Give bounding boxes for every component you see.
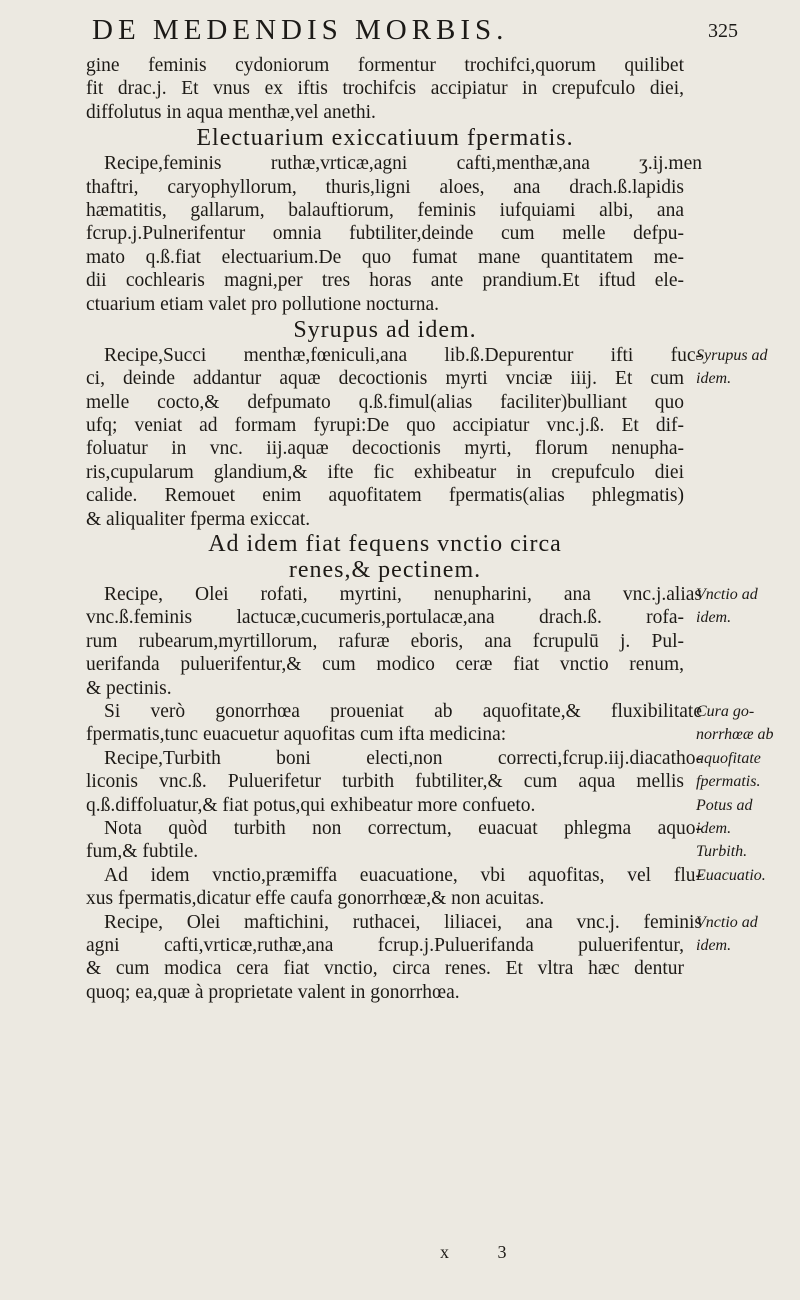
text-line: Recipe, Olei rofati, myrtini, nenupharini, ana vnc.j.alias [104,584,702,606]
text-line-wrap [86,700,786,723]
text-line: ris,cupularum glandium,& ifte fic exhibeatur in crepufculo diei [86,461,684,483]
marginal-note: Euacuatio. [696,866,766,884]
text-line-wrap [86,344,786,367]
text-line-wrap [86,677,786,700]
text-line-wrap [86,817,786,840]
text-line: Ad idem vnctio,præmiffa euacuatione, vbi aquofitas, vel flu- [104,864,702,886]
text-line-wrap [86,508,786,531]
text-line-wrap [86,887,786,910]
section-heading: Ad idem fiat fequens vnctio circa [208,531,562,558]
text-line-wrap [86,606,786,629]
text-line-wrap [86,316,786,344]
text-line-wrap [86,911,786,934]
text-line-wrap [86,101,786,124]
text-line-wrap [86,77,786,100]
text-line: foluatur in vnc. iij.aquæ decoctionis myrti, florum nenupha- [86,438,684,460]
text-line: melle cocto,& defpumato q.ß.fimul(alias faciliter)bulliant quo [86,391,684,413]
text-line-wrap [86,583,786,606]
text-line-wrap [86,152,786,175]
text-line-wrap [86,367,786,390]
text-line: dii cochlearis magni,per tres horas ante prandium.Et iftud ele- [86,270,684,292]
marginal-note: Vnctio ad [696,586,758,604]
text-line: Recipe, Olei maftichini, ruthacei, liliacei, ana vnc.j. feminis [104,911,702,933]
marginal-note: fpermatis. [696,773,761,791]
marginal-note: aquofitate [696,749,761,767]
text-line-wrap [86,794,786,817]
text-line-wrap [86,246,786,269]
text-line: thaftri, caryophyllorum, thuris,ligni aloes, ana drach.ß.lapidis [86,176,684,198]
text-line-wrap [86,391,786,414]
running-head [0,14,800,54]
text-line-wrap [86,269,786,292]
text-line: Recipe,Turbith boni electi,non correcti,fcrup.iij.diacatho- [104,747,702,769]
marginal-note: Potus ad [696,796,753,814]
text-line-wrap [86,531,786,557]
text-line: xus fpermatis,dicatur effe caufa gonorrhœæ,& non acuitas. [86,888,545,910]
marginal-note: norrhœæ ab [696,726,774,744]
marginal-note: idem. [696,370,732,388]
text-line: & cum modica cera fiat vnctio, circa renes. Et vltra hæc dentur [86,958,684,980]
text-line-wrap [86,934,786,957]
text-line-wrap [86,723,786,746]
text-line: ci, deinde addantur aquæ decoctionis myrti vnciæ iiij. Et cum [86,368,684,390]
text-line-wrap [86,54,786,77]
text-line: diffolutus in aqua menthæ,vel anethi. [86,101,376,123]
body-text [86,54,786,1004]
text-line: & pectinis. [86,677,172,699]
text-line-wrap [86,840,786,863]
signature-mark: x 3 [440,1242,529,1262]
text-line-wrap [86,176,786,199]
text-line: quoq; ea,quæ à proprietate valent in gonorrhœa. [86,981,460,1003]
section-heading: Syrupus ad idem. [293,316,477,343]
text-line-wrap [86,557,786,583]
text-line-wrap [86,461,786,484]
text-line: Si verò gonorrhœa proueniat ab aquofitate,& fluxibilitate [104,700,702,722]
marginal-note: Syrupus ad [696,346,768,364]
marginal-note: idem. [696,936,732,954]
text-line: vnc.ß.feminis lactucæ,cucumeris,portulacæ,ana drach.ß. rofa- [86,607,684,629]
text-line: Nota quòd turbith non correctum, euacuat phlegma aquo- [104,817,702,839]
text-line-wrap [86,222,786,245]
text-line: hæmatitis, gallarum, balauftiorum, feminis iufquiami albi, ana [86,199,684,221]
text-line: Recipe,feminis ruthæ,vrticæ,agni cafti,menthæ,ana ʒ.ij.men [104,153,702,175]
text-line: fit drac.j. Et vnus ex iftis trochifcis accipiatur in crepufculo diei, [86,78,684,100]
text-line-wrap [86,437,786,460]
text-line: ufq; veniat ad formam fyrupi:De quo accipiatur vnc.j.ß. Et dif- [86,415,684,437]
text-line: Recipe,Succi menthæ,fœniculi,ana lib.ß.Depurentur ifti fuc- [104,344,702,366]
text-line: & aliqualiter fperma exiccat. [86,508,311,530]
text-line-wrap [86,414,786,437]
text-line: rum rubearum,myrtillorum, rafuræ eboris, ana fcrupulū j. Pul- [86,630,684,652]
text-line-wrap [86,199,786,222]
text-line-wrap [86,957,786,980]
text-line: agni cafti,vrticæ,ruthæ,ana fcrup.j.Puluerifanda puluerifentur, [86,934,684,956]
marginal-note: Vnctio ad [696,913,758,931]
marginal-note: Cura go- [696,702,755,720]
text-line-wrap [86,630,786,653]
text-line-wrap [86,124,786,152]
text-line: uerifanda puluerifentur,& cum modico ceræ fiat vnctio renum, [86,654,684,676]
text-line: fum,& fubtile. [86,841,199,863]
section-heading: renes,& pectinem. [288,557,482,584]
text-line: fcrup.j.Pulnerifentur omnia fubtiliter,deinde cum melle defpu- [86,223,684,245]
text-line: liconis vnc.ß. Puluerifetur turbith fubtiliter,& cum aqua mellis [86,771,684,793]
page-number: 325 [708,20,738,42]
text-line: q.ß.diffoluatur,& fiat potus,qui exhibeatur more confueto. [86,794,536,816]
text-line: gine feminis cydoniorum formentur trochifci,quorum quilibet [86,55,684,76]
text-line-wrap [86,293,786,316]
text-line-wrap [86,484,786,507]
text-line-wrap [86,653,786,676]
marginal-note: Turbith. [696,843,748,861]
text-line: fpermatis,tunc euacuetur aquofitas cum ifta medicina: [86,724,507,746]
text-line-wrap [86,864,786,887]
marginal-note: idem. [696,819,732,837]
text-line-wrap [86,770,786,793]
text-line: ctuarium etiam valet pro pollutione nocturna. [86,293,440,315]
marginal-note: idem. [696,609,732,627]
text-line-wrap [86,981,786,1004]
text-line-wrap [86,747,786,770]
text-line: mato q.ß.fiat electuarium.De quo fumat mane quantitatem me- [86,246,684,268]
running-title: DE MEDENDIS MORBIS. [92,14,509,46]
text-line: calide. Remouet enim aquofitatem fpermatis(alias phlegmatis) [86,485,684,507]
section-heading: Electuarium exiccatiuum fpermatis. [196,125,574,152]
